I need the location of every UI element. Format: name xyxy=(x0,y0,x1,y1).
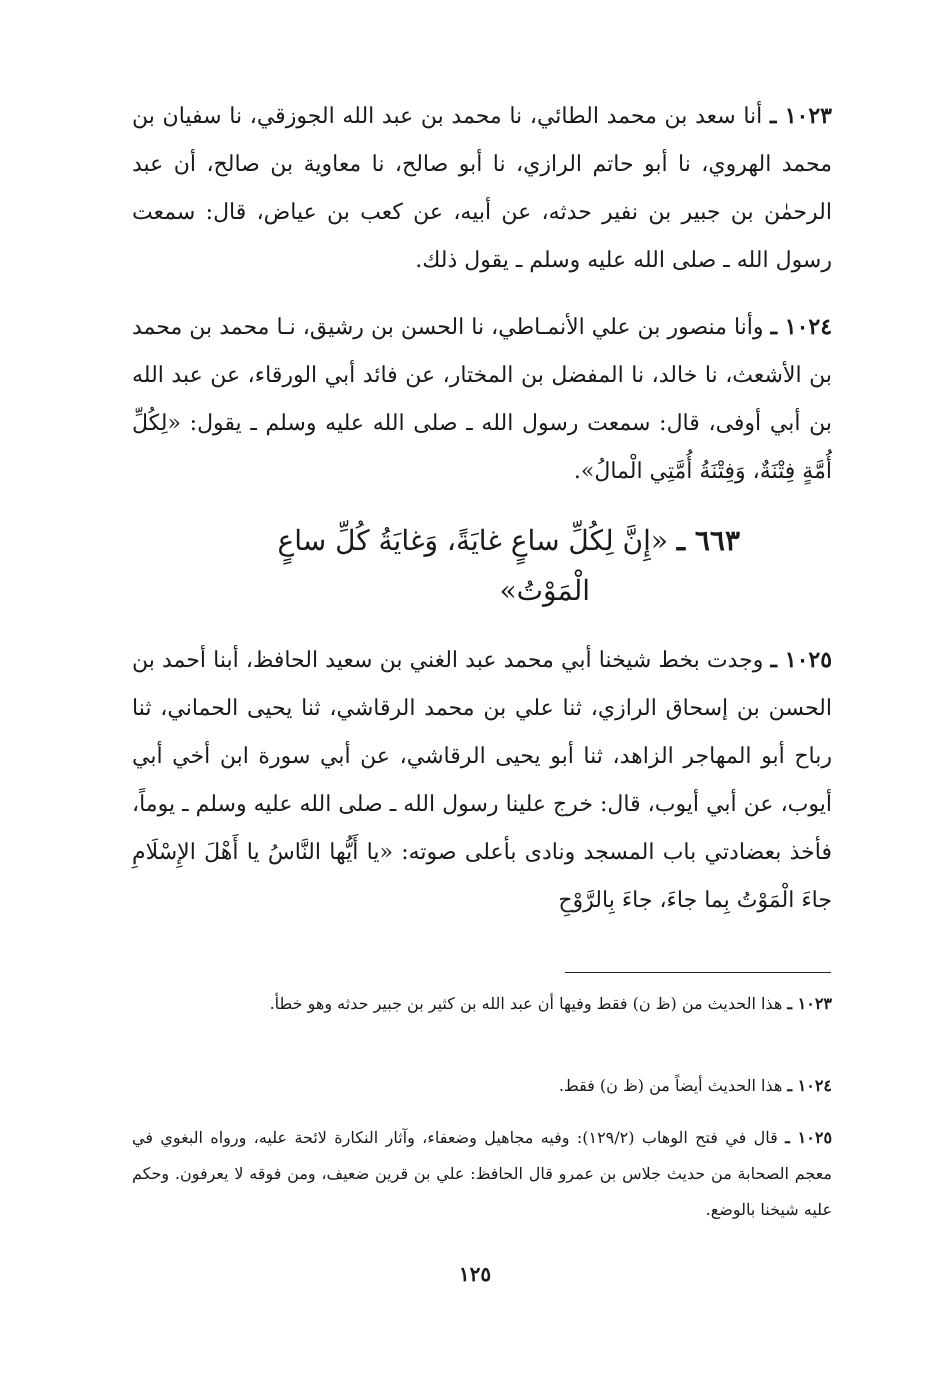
hadith-number: ١٠٢٤ ـ xyxy=(770,314,833,340)
footnote-1025 xyxy=(132,1120,832,1228)
page-number: ١٢٥ xyxy=(458,1262,492,1286)
hadith-text: وأنا منصور بن علي الأنمـاطي، نا الحسن بن رشيق، نـا محمد بن محمد بن الأشعث، نا خالد، نا المفضل بن المختار، عن فائد أبي الورقاء، عن عبد الله بن أبي أوفى، قال: سمعت رسول الله ـ صلى الله عليه وسلم ـ يقول: «لِكُلِّ أُمَّةٍ فِتْنَةٌ، وَفِتْنَةُ أُمَّتِي الْمالُ». xyxy=(132,315,832,484)
hadith-paragraph-1023 xyxy=(132,92,832,285)
heading-line-1: «إِنَّ لِكُلِّ ساعٍ غايَةً، وَغايَةُ كُلِّ ساعٍ xyxy=(277,524,669,557)
footnote-number: ١٠٢٣ ـ xyxy=(787,994,832,1013)
footnote-number: ١٠٢٥ ـ xyxy=(785,1128,833,1147)
hadith-text: أنا سعد بن محمد الطائي، نا محمد بن عبد الله الجوزقي، نا سفيان بن محمد الهروي، نا أبو حاتم الرازي، نا أبو صالح، نا معاوية بن صالح، أن عبد الرحمٰن بن جبير بن نفير حدثه، عن أبيه، عن كعب بن عياض، قال: سمعت رسول الله ـ صلى الله عليه وسلم ـ يقول ذلك. xyxy=(132,104,832,273)
hadith-number: ١٠٢٣ ـ xyxy=(769,103,832,129)
footnote-1024 xyxy=(132,1068,832,1104)
footnote-text: قال في فتح الوهاب (١٢٩/٢): وفيه مجاهيل وضعفاء، وآثار النكارة لائحة عليه، ورواه البغوي في معجم الصحابة من حديث جلاس بن عمرو قال الحافظ: علي بن قرين ضعيف، ومن فوقه لا يعرفون. وحكم عليه شيخنا بالوضع. xyxy=(132,1128,832,1219)
heading-number: ٦٦٣ ـ xyxy=(676,524,740,557)
hadith-text: وجدت بخط شيخنا أبي محمد عبد الغني بن سعيد الحافظ، أبنا أحمد بن الحسن بن إسحاق الرازي، ثنا علي بن محمد الرقاشي، ثنا يحيى الحماني، ثنا رباح أبو المهاجر الزاهد، ثنا أبو يحيى الرقاشي، عن أبي سورة ابن أخي أبي أيوب، عن أبي أيوب، قال: خرج علينا رسول الله ـ صلى الله عليه وسلم ـ يوماً، فأخذ بعضادتي باب المسجد ونادى بأعلى صوته: «يا أَيُّها النَّاسُ يا أَهْلَ الإِسْلَامِ جاءَ الْمَوْتُ بِما جاءَ، جاءَ بِالرَّوْحِ xyxy=(132,648,832,913)
footnote-1023 xyxy=(132,986,832,1022)
hadith-heading-663 xyxy=(220,516,740,616)
hadith-paragraph-1024 xyxy=(132,303,832,496)
heading-line-2: الْمَوْتُ» xyxy=(499,574,590,607)
footnote-text: هذا الحديث أيضاً من (ظ ن) فقط. xyxy=(558,1076,783,1095)
hadith-number: ١٠٢٥ ـ xyxy=(770,647,833,673)
hadith-paragraph-1025 xyxy=(132,636,832,925)
footnote-text: هذا الحديث من (ظ ن) فقط وفيها أن عبد الله بن كثير بن جبير حدثه وهو خطأ. xyxy=(269,994,783,1013)
footnote-divider xyxy=(565,972,831,973)
footnote-number: ١٠٢٤ ـ xyxy=(787,1076,832,1095)
